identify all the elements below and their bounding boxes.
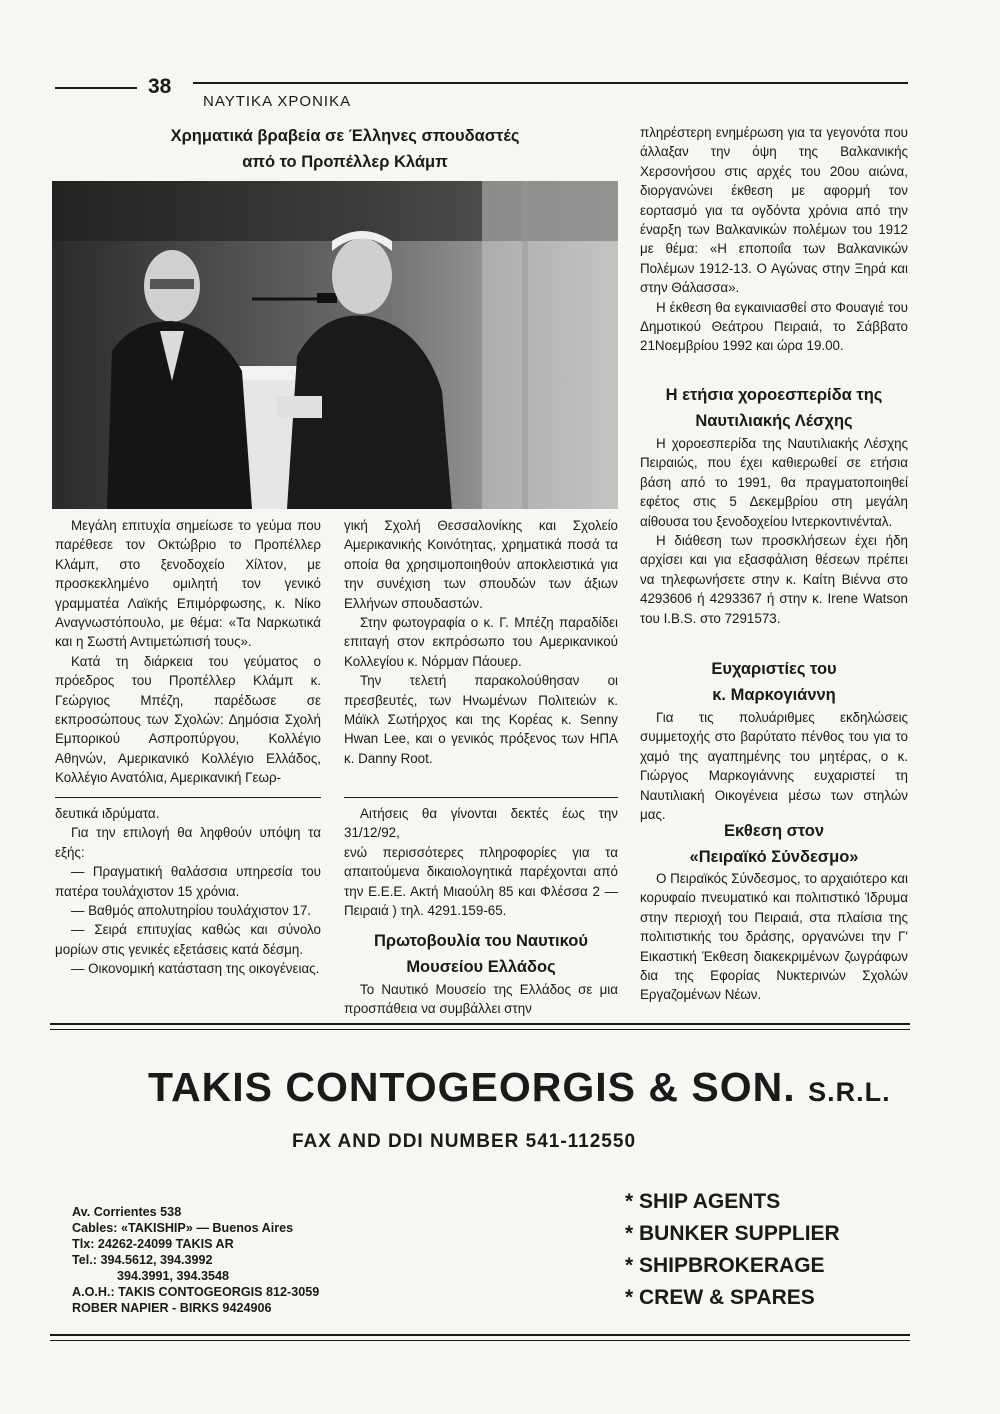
ad-fax-line: FAX AND DDI NUMBER 541-112550 [292, 1131, 637, 1152]
article1-headline [95, 123, 595, 175]
sec1-body [640, 434, 908, 628]
header-rule-left [55, 87, 137, 89]
ad-service-item: * SHIPBROKERAGE [625, 1254, 825, 1277]
article2-column2 [344, 804, 618, 920]
ceremony-photo [52, 181, 618, 509]
running-title: ΝΑΥΤΙΚΑ ΧΡΟΝΙΚΑ [203, 93, 352, 110]
article1-title-line1: Χρηματικά βραβεία σε Έλληνες σπουδαστές [170, 127, 520, 145]
article3-headline [344, 928, 618, 980]
paragraph: Η έκθεση θα εγκαινιασθεί στο Φουαγιέ του Δημοτικού Θεάτρου Πειραιά, το Σάββατο 21Νοεμβρίου 1992 και ώρα 19.00. [640, 299, 908, 354]
paragraph: Κατά τη διάρκεια του γεύματος ο πρόεδρος του Προπέλλερ Κλάμπ κ. Γεώργιος Μπέζη, παρέδωσε σε εκπροσώπους των Σχολών: Δημόσια Σχολή Εμπορικού Ασπροπύργου, Κολλέγιο Αθηνών, Αμερικανικό Κολλέγιο Ελλάδος, Κολλέγιο Ανατόλια, Αμερικανική Γεωρ- [55, 653, 321, 786]
ad-bottom-rule-2 [50, 1340, 910, 1341]
article1-column1 [55, 516, 321, 788]
article1-title-line2: από το Προπέλλερ Κλάμπ [242, 153, 448, 171]
right-column-intro [640, 123, 908, 356]
article3-body [344, 980, 618, 1019]
sec2-title-line2: κ. Μαρκογιάννη [712, 686, 836, 704]
ad-address-line: Tlx: 24262-24099 TAKIS AR [72, 1237, 234, 1251]
sec1-title-line1: Η ετήσια χοροεσπερίδα της [665, 386, 883, 404]
ceremony-photo-illustration [52, 181, 618, 509]
ad-address-line: Cables: «TAKISHIP» — Buenos Aires [72, 1221, 294, 1235]
ad-services-list [625, 1186, 840, 1314]
ad-top-rule-2 [50, 1029, 910, 1030]
criterion-item: — Βαθμός απολυτηρίου τουλάχιστον 17. [71, 903, 312, 919]
sec1-headline [640, 382, 908, 434]
sec3-title-line2: «Πειραϊκό Σύνδεσμο» [689, 848, 859, 866]
paragraph: Για την επιλογή θα ληφθούν υπόψη τα εξής: [55, 825, 321, 860]
ad-company: TAKIS CONTOGEORGIS & SON. [148, 1064, 796, 1110]
ad-address-line: A.O.H.: TAKIS CONTOGEORGIS 812-3059 [72, 1285, 320, 1299]
ad-bottom-rule-1 [50, 1334, 910, 1336]
paragraph: γική Σχολή Θεσσαλονίκης και Σχολείο Αμερικανικής Κοινότητας, χρηματικά ποσά τα οποία θα χρησιμοποιηθούν αποκλειστικά για την συνέχιση των σπουδών των άξιων Ελλήνων σπουδαστών. [344, 518, 618, 611]
paragraph: ενώ περισσότερες πληροφορίες για τα απαιτούμενα δικαιολογητικά παρέχονται από την Ε.Ε.Ε. Ακτή Μιαούλη 85 και Φλέσσα 2 — Πειραιά ) τηλ. 4291.159-65. [344, 844, 618, 919]
paragraph: Αιτήσεις θα γίνονται δεκτές έως την 31/12/92, [344, 806, 618, 841]
sec2-headline [640, 656, 908, 708]
sec3-body [640, 869, 908, 1005]
article3-title-line1: Πρωτοβουλία του Ναυτικού [374, 932, 588, 950]
ad-service-item: * SHIP AGENTS [625, 1190, 781, 1213]
paragraph: Ο Πειραϊκός Σύνδεσμος, το αρχαιότερο και κορυφαίο πνευματικό και πολιτιστικό Ίδρυμα στην περιοχή του Πειραιά, στα πλαίσια της πολιτιστικής του δράσης, οργανώνει την Γ' Εικαστική Έκθεση διακεκριμένων ζωγράφων δια της Εφορίας Νυκτερινών Σχολών Εργαζομένων Νέων. [640, 871, 908, 1003]
sec2-body [640, 708, 908, 824]
ad-address-line: ROBER NAPIER - BIRKS 9424906 [72, 1301, 272, 1315]
paragraph: Το Ναυτικό Μουσείο της Ελλάδος σε μια προσπάθεια να συμβάλλει στην [344, 982, 618, 1017]
article3-title-line2: Μουσείου Ελλάδος [406, 958, 556, 976]
sec3-headline [640, 818, 908, 870]
paragraph: Στην φωτογραφία ο κ. Γ. Μπέζη παραδίδει επιταγή στον εκπρόσωπο του Αμερικανικού Κολλεγίου κ. Νόρμαν Πάουερ. [344, 615, 618, 669]
criterion-item: — Σειρά επιτυχίας καθώς και σύνολο μορίων στις γενικές εξετάσεις κατά δέσμη. [55, 922, 321, 957]
ad-address-block [72, 1204, 319, 1316]
sec2-title-line1: Ευχαριστίες του [711, 660, 837, 678]
paragraph: πληρέστερη ενημέρωση για τα γεγονότα που άλλαξαν την όψη της Βαλκανικής Χερσονήσου στις αρχές του 20ου αιώνα, διοργανώνει έκθεση με αφορμή τον εορτασμό για τα ογδόντα χρόνια από την έναρξη των Βαλκανικών πολέμων του 1912 με θέμα: «Η εποποιΐα των Βαλκανικών Πολέμων 1912-13. Ο Αγώνας στην Ξηρά και στην Θάλασσα». [640, 125, 908, 296]
ad-service-item: * BUNKER SUPPLIER [625, 1222, 840, 1245]
ad-service-item: * CREW & SPARES [625, 1286, 815, 1309]
sec3-title-line1: Εκθεση στον [723, 822, 825, 840]
divider-middle [344, 797, 618, 798]
paragraph: δευτικά ιδρύματα. [55, 806, 160, 821]
paragraph: Μεγάλη επιτυχία σημείωσε το γεύμα που παρέθεσε τον Οκτώβριο το Προπέλλερ Κλάμπ, στο ξενοδοχείο Χίλτον, με προσκεκλημένο ομιλητή τον γενικό γραμματέα Λαϊκής Επιμόρφωσης, κ. Νίκο Αναγνωστόπουλο, με θέμα: «Τα Ναρκωτικά και η Σωστή Αντιμετώπισή τους». [55, 518, 321, 650]
paragraph: Για τις πολυάριθμες εκδηλώσεις συμμετοχής στο βαρύτατο πένθος του για το χαμό της αγαπημένης του μητέρας, ο κ. Γιώργος Μαρκογιάννης ευχαριστεί τη Ναυτιλιακή Οικογένεια μέσω των στηλών μας. [640, 710, 908, 823]
criterion-item: — Πραγματική θαλάσσια υπηρεσία του πατέρα τουλάχιστον 15 χρόνια. [55, 864, 321, 899]
divider-left [55, 797, 321, 798]
ad-address-line: 394.3991, 394.3548 [117, 1269, 230, 1283]
ad-address-line: Tel.: 394.5612, 394.3992 [72, 1253, 213, 1267]
ad-top-rule-1 [50, 1023, 910, 1025]
page-number: 38 [148, 75, 172, 98]
ad-address-line: Av. Corrientes 538 [72, 1205, 182, 1219]
ad-company-name [148, 1064, 891, 1111]
article1-column2 [344, 516, 618, 768]
article2-column1 [55, 804, 321, 979]
paragraph: Η διάθεση των προσκλήσεων έχει ήδη αρχίσει και για εξασφάλιση θέσεων πρέπει να τηλεφωνήσετε στην κ. Καίτη Βιέννα στο 4293606 ή 4293367 ή στην κ. Irene Watson του I.B.S. στο 7291573. [640, 533, 908, 626]
ad-company-suffix: S.R.L. [808, 1077, 891, 1107]
paragraph: Την τελετή παρακολούθησαν οι πρεσβευτές, των Ηνωμένων Πολιτειών κ. Μάϊκλ Σωτήρχος και της Κορέας κ. Senny Hwan Lee, και ο γενικός πρόξενος των ΗΠΑ κ. Danny Root. [344, 673, 618, 766]
paragraph: Η χοροεσπερίδα της Ναυτιλιακής Λέσχης Πειραιώς, που έχει καθιερωθεί σε ετήσια βάση από το 1991, θα πραγματοποιηθεί εφέτος στις 5 Δεκεμβρίου στη μεγάλη αίθουσα του ξενοδοχείου Ιντερκοντινένταλ. [640, 436, 908, 529]
header-rule-right [193, 82, 908, 84]
criterion-item: — Οικονομική κατάσταση της οικογένειας. [71, 961, 320, 977]
sec1-title-line2: Ναυτιλιακής Λέσχης [695, 412, 853, 430]
